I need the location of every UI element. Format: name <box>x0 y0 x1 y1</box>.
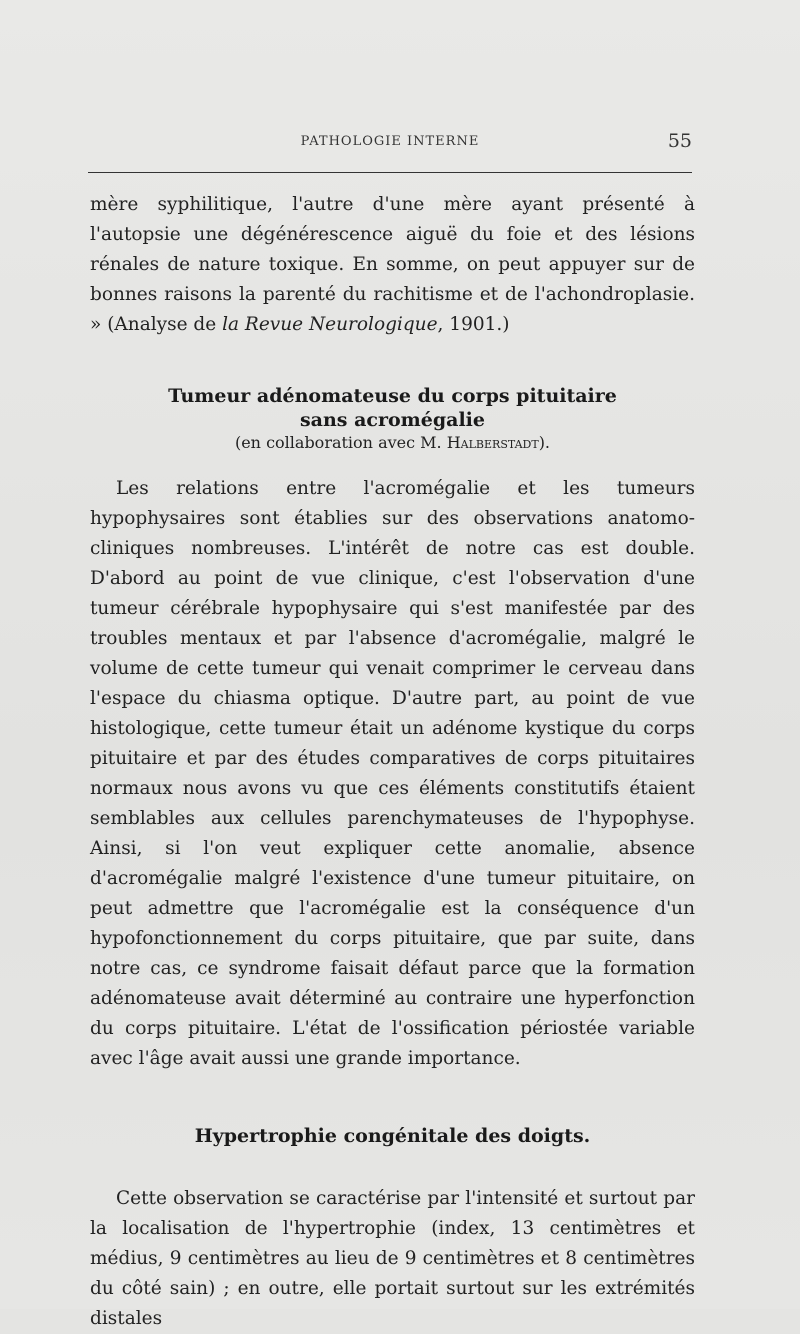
collab-suffix: ). <box>538 433 551 452</box>
section-title-line1: Tumeur adénomateuse du corps pituitaire <box>168 385 617 407</box>
journal-title: la Revue Neurologique <box>222 314 438 335</box>
section-title-line2: sans acromégalie <box>299 409 485 431</box>
intro-tail: , 1901.) <box>437 314 510 335</box>
spacer <box>90 1148 695 1184</box>
collab-name: Halberstadt <box>446 433 539 452</box>
header-rule <box>88 172 692 173</box>
section2-paragraph: Cette observation se caractérise par l'intensité et surtout par la localisation de l'hypertrophie (index, 13 centimètres et médius, 9 centimètres au lieu de 9 centimètres et 8 centimètres du côté sain) ; en outre, elle portait surtout sur les extrémités distales <box>90 1188 695 1329</box>
spacer <box>90 1074 695 1124</box>
collab-prefix: (en collaboration avec M. <box>234 433 447 452</box>
intro-text: mère syphilitique, l'autre d'une mère ayant présenté à l'autopsie une dégénérescence aiguë du foie et des lésions rénales de nature toxique. En somme, on peut appuyer sur de bonnes raisons la parenté du rachitisme et de l'achondroplasie. » (Analyse de <box>90 194 695 335</box>
page-number: 55 <box>667 130 692 152</box>
section1-paragraph: Les relations entre l'acromégalie et les tumeurs hypophysaires sont établies sur des observations anatomo-cliniques nombreuses. L'intérêt de notre cas est double. D'abord au point de vue clinique, c'est l'observation d'une tumeur cérébrale hypophysaire qui s'est manifestée par des troubles mentaux et par l'absence d'acromégalie, malgré le volume de cette tumeur qui venait comprimer le cerveau dans l'espace du chiasma optique. D'autre part, au point de vue histologique, cette tumeur était un adénome kystique du corps pituitaire et par des études comparatives de corps pituitaires normaux nous avons vu que ces éléments constitutifs étaient semblables aux cellules parenchymateuses de l'hypophyse. Ainsi, si l'on veut expliquer cette anomalie, absence d'acromégalie malgré l'existence d'une tumeur pituitaire, on peut admettre que l'acromégalie est la conséquence d'un hypofonctionnement du corps pituitaire, que par suite, dans notre cas, ce syndrome faisait défaut parce que la formation adénomateuse avait déterminé au contraire une hyperfonction du corps pituitaire. L'état de l'ossification périostée variable avec l'âge avait aussi une grande importance. <box>90 478 695 1069</box>
running-head <box>88 132 692 156</box>
running-title: PATHOLOGIE INTERNE <box>300 134 480 149</box>
collaboration-note <box>90 432 695 454</box>
page-content <box>90 190 695 1334</box>
intro-paragraph <box>90 190 695 340</box>
section-title-hypertrophie: Hypertrophie congénitale des doigts. <box>194 1125 591 1147</box>
spacer <box>90 340 695 384</box>
section-title-tumeur <box>90 384 695 432</box>
spacer <box>90 454 695 474</box>
